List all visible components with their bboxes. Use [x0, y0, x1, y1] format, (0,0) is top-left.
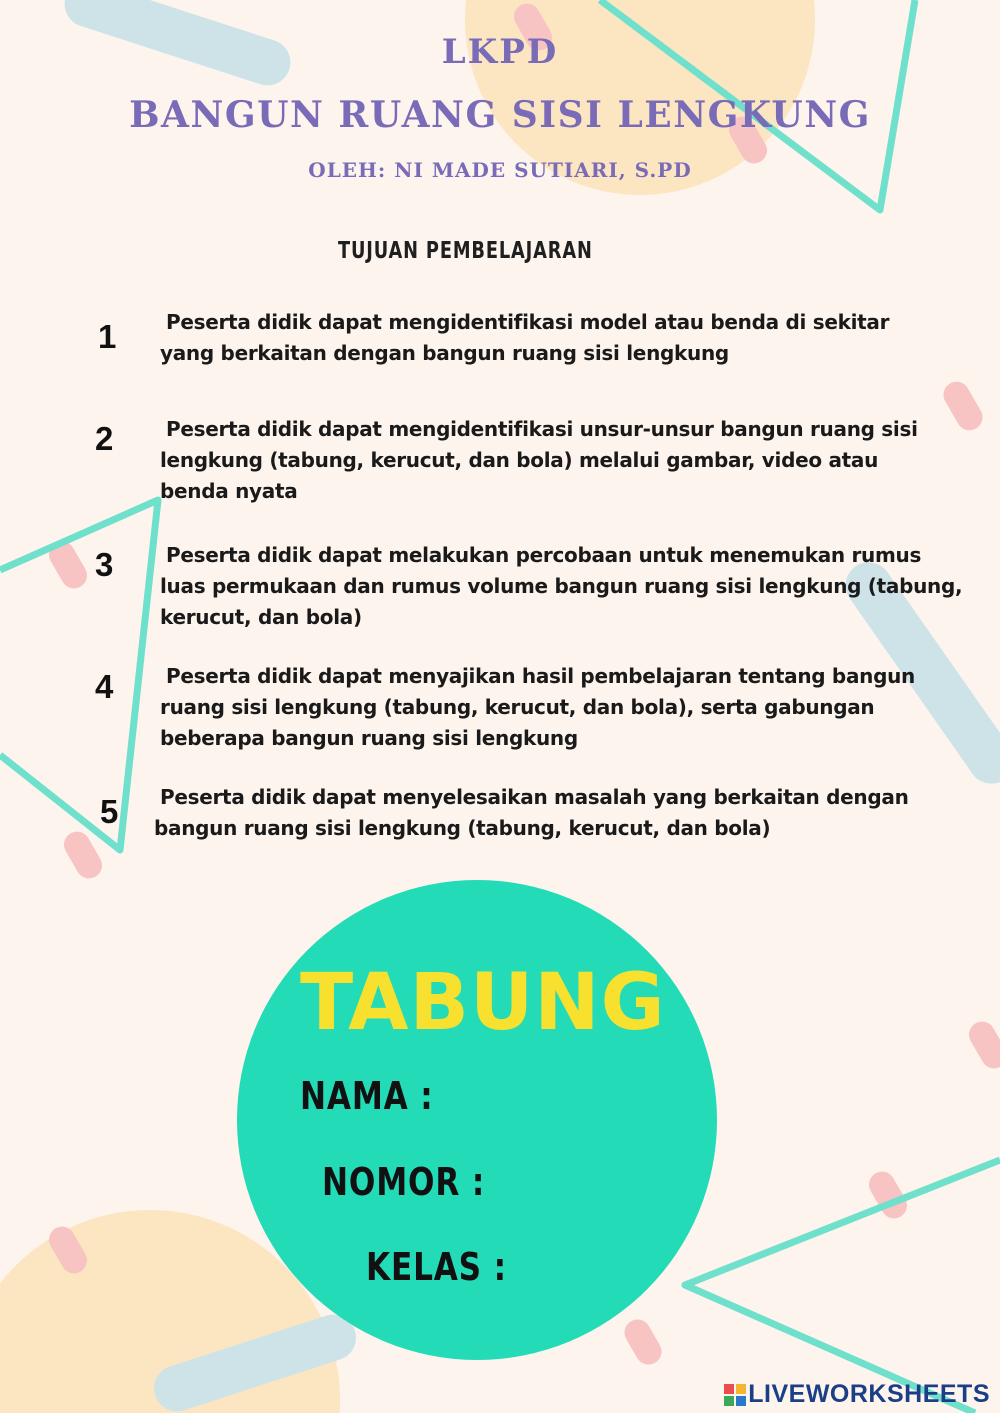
- number-label: NOMOR :: [322, 1160, 486, 1204]
- page-subtitle: BANGUN RUANG SISI LENGKUNG: [129, 94, 871, 136]
- objective-number: 3: [95, 546, 114, 583]
- objective-text: [160, 307, 990, 369]
- objective-text: [160, 661, 990, 754]
- objective-text: [160, 414, 990, 507]
- objective-text: [160, 540, 990, 633]
- triangle-outline-left: [0, 500, 158, 850]
- liveworksheets-watermark: [724, 1380, 990, 1409]
- objective-line: beberapa bangun ruang sisi lengkung: [160, 726, 578, 750]
- pink-pill: [964, 1017, 1000, 1073]
- objective-number: 2: [95, 420, 114, 457]
- objective-line: Peserta didik dapat menyelesaikan masalah yang berkaitan dengan: [160, 785, 909, 809]
- objective-line: benda nyata: [160, 479, 298, 503]
- liveworksheets-logo-icon: [724, 1384, 746, 1406]
- objective-line: Peserta didik dapat melakukan percobaan untuk menemukan rumus: [166, 543, 922, 567]
- objective-line: luas permukaan dan rumus volume bangun ruang sisi lengkung (tabung,: [160, 574, 963, 598]
- objective-text: [154, 782, 984, 844]
- objective-line: yang berkaitan dengan bangun ruang sisi lengkung: [160, 341, 729, 365]
- objective-line: kerucut, dan bola): [160, 605, 362, 629]
- section-heading: TUJUAN PEMBELAJARAN: [338, 238, 593, 264]
- objective-line: Peserta didik dapat mengidentifikasi unsur-unsur bangun ruang sisi: [166, 417, 918, 441]
- class-label: KELAS :: [366, 1245, 507, 1289]
- name-label: NAMA :: [300, 1074, 434, 1118]
- objective-line: bangun ruang sisi lengkung (tabung, kerucut, dan bola): [154, 816, 771, 840]
- objective-number: 4: [95, 668, 114, 705]
- triangle-outline-bottom-right: [685, 1160, 1000, 1413]
- topic-title: TABUNG: [300, 958, 666, 1048]
- objective-line: Peserta didik dapat menyajikan hasil pembelajaran tentang bangun: [166, 664, 915, 688]
- page-title: LKPD: [441, 32, 559, 72]
- objective-line: lengkung (tabung, kerucut, dan bola) melalui gambar, video atau: [160, 448, 879, 472]
- watermark-text: LIVEWORKSHEETS: [748, 1380, 990, 1408]
- pink-pill: [620, 1315, 667, 1370]
- objective-line: ruang sisi lengkung (tabung, kerucut, dan bola), serta gabungan: [160, 695, 875, 719]
- objective-line: Peserta didik dapat mengidentifikasi model atau benda di sekitar: [166, 310, 890, 334]
- objective-number: 5: [100, 793, 119, 830]
- author-credit: OLEH: NI MADE SUTIARI, S.PD: [308, 158, 692, 182]
- objective-number: 1: [98, 318, 117, 355]
